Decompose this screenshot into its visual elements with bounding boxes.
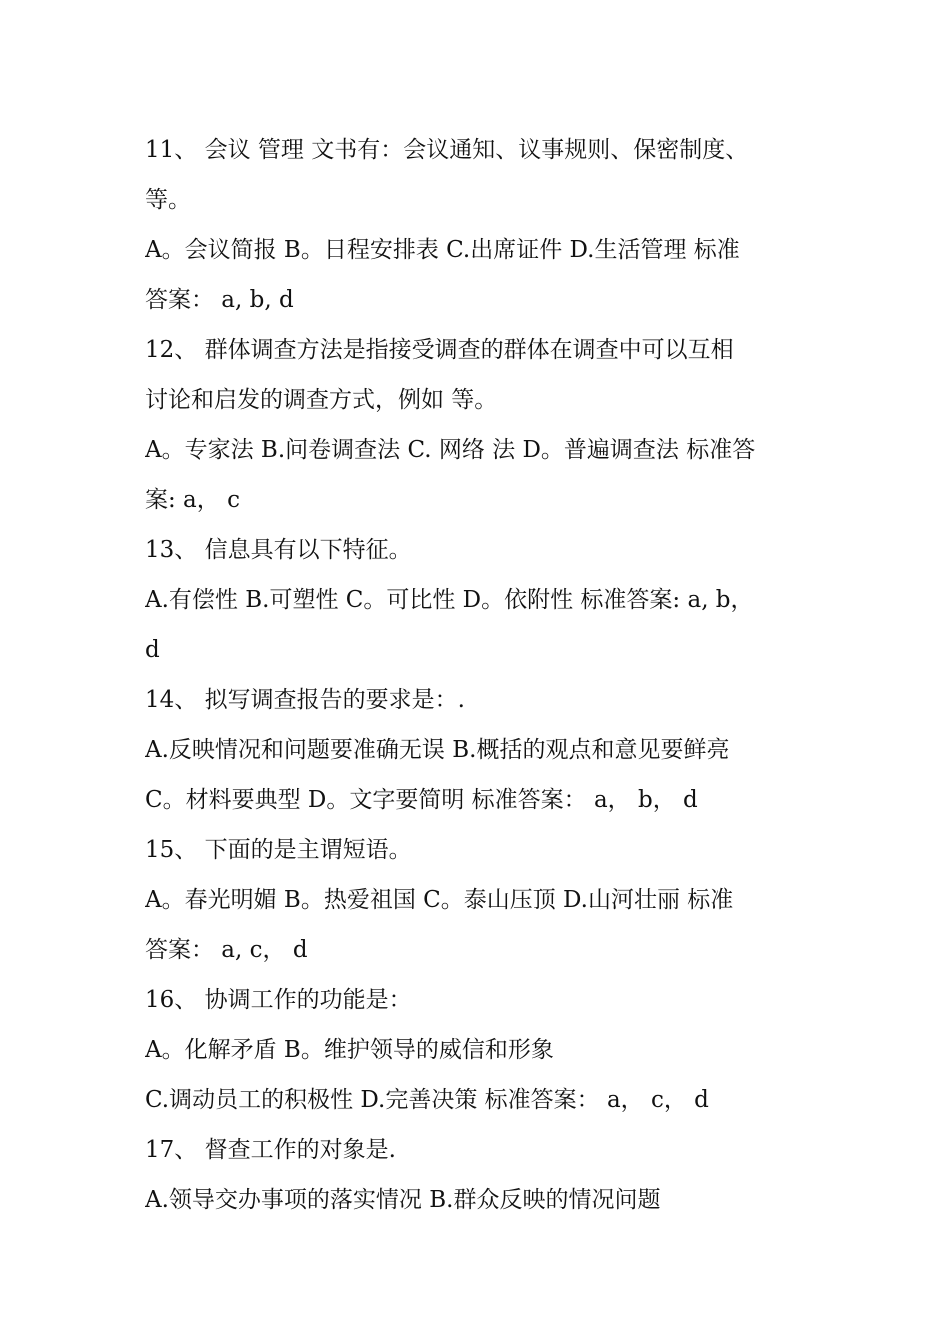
question-11-stem-line-1: 11、 会议 管理 文书有：会议通知、议事规则、保密制度、 xyxy=(145,137,749,163)
question-16-options-line-2: C.调动员工的积极性 D.完善决策 标准答案： a， c， d xyxy=(145,1087,709,1113)
question-16-stem: 16、 协调工作的功能是： xyxy=(145,987,412,1013)
question-11-options: A。会议简报 B。日程安排表 C.出席证件 D.生活管理 标准 xyxy=(145,237,740,263)
question-14-stem: 14、 拟写调查报告的要求是：. xyxy=(145,687,465,713)
question-15-stem: 15、 下面的是主谓短语。 xyxy=(145,837,412,863)
question-11-stem-line-2: 等。 xyxy=(145,187,191,213)
question-12-options: A。专家法 B.问卷调查法 C. 网络 法 D。普遍调查法 标准答 xyxy=(145,437,756,463)
question-11-answer: 答案： a, b, d xyxy=(145,287,294,313)
question-16-options-line-1: A。化解矛盾 B。维护领导的威信和形象 xyxy=(145,1037,554,1063)
question-13-options: A.有偿性 B.可塑性 C。可比性 D。依附性 标准答案: a, b， xyxy=(145,587,754,613)
question-12-answer: 案: a， c xyxy=(145,487,240,513)
question-17-options: A.领导交办事项的落实情况 B.群众反映的情况问题 xyxy=(145,1187,661,1213)
document-body xyxy=(145,125,815,1225)
question-14-options-line-2: C。材料要典型 D。文字要简明 标准答案： a， b， d xyxy=(145,787,698,813)
question-17-stem: 17、 督查工作的对象是. xyxy=(145,1137,396,1163)
question-13-stem: 13、 信息具有以下特征。 xyxy=(145,537,412,563)
question-12-stem-line-1: 12、 群体调查方法是指接受调查的群体在调查中可以互相 xyxy=(145,337,734,363)
question-14-options-line-1: A.反映情况和问题要准确无误 B.概括的观点和意见要鲜亮 xyxy=(145,737,730,763)
question-13-answer: d xyxy=(145,637,160,663)
question-15-answer: 答案： a, c， d xyxy=(145,937,308,963)
question-15-options: A。春光明媚 B。热爱祖国 C。泰山压顶 D.山河壮丽 标准 xyxy=(145,887,734,913)
question-12-stem-line-2: 讨论和启发的调查方式，例如 等。 xyxy=(145,387,498,413)
